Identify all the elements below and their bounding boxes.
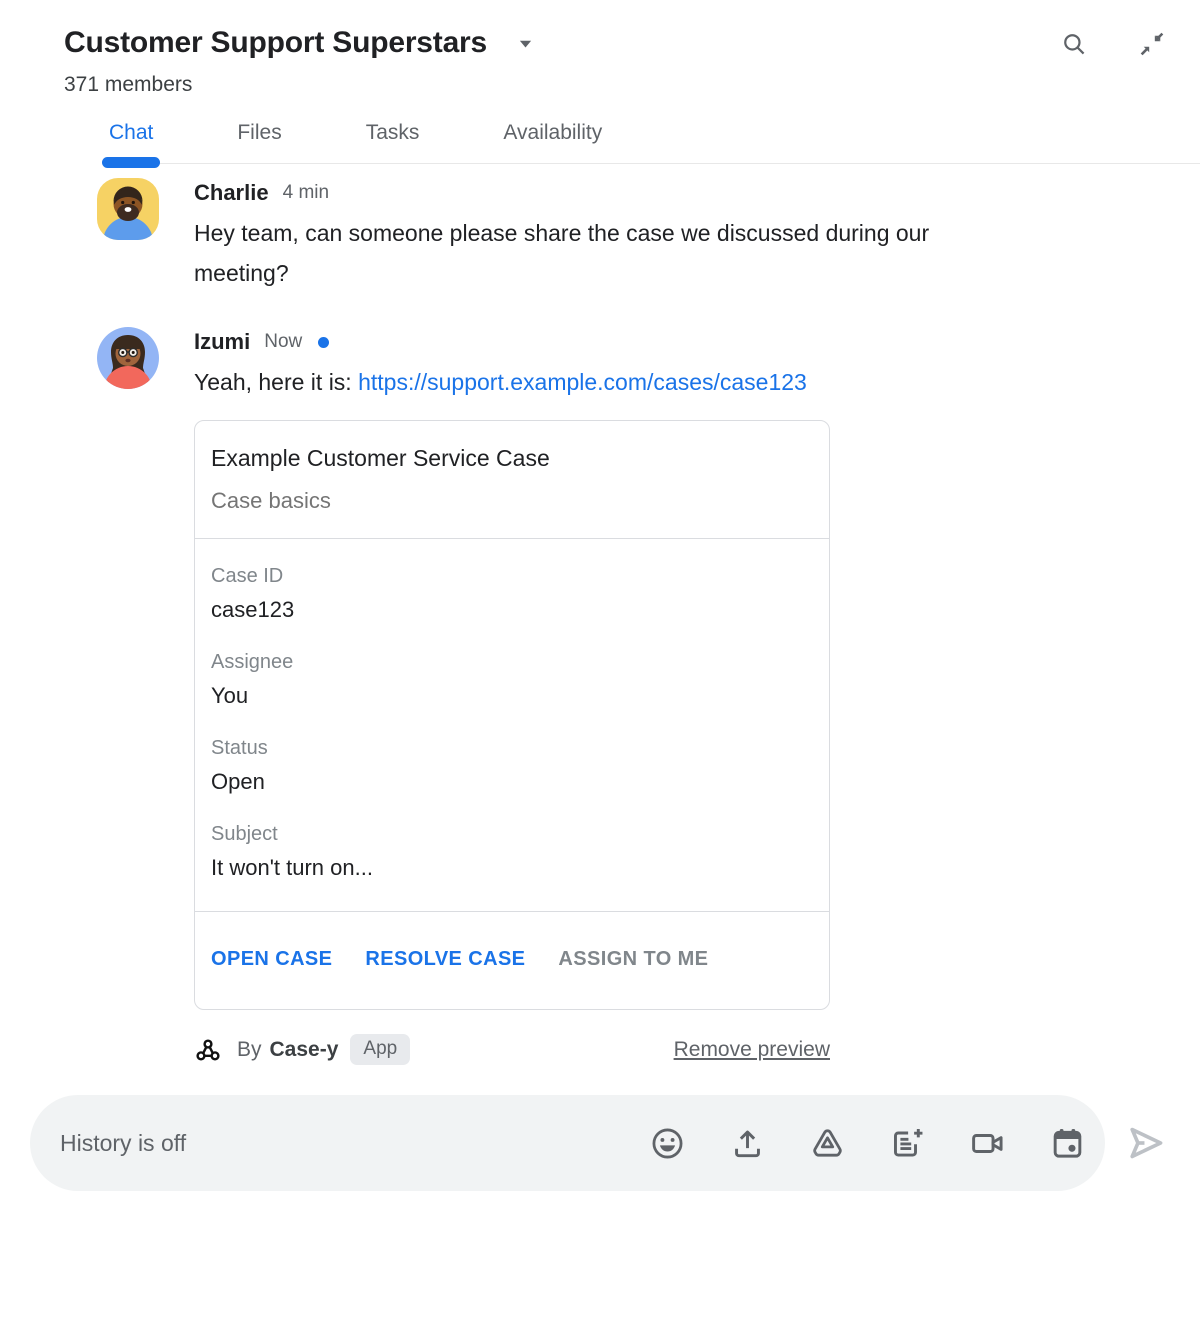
tab-files-label: Files xyxy=(237,121,282,144)
add-note-icon xyxy=(889,1125,926,1162)
message-timestamp: Now xyxy=(264,331,303,352)
field-value: case123 xyxy=(211,597,295,622)
drive-button[interactable] xyxy=(805,1121,849,1165)
case-preview-card xyxy=(194,420,830,1010)
message-text-line: meeting? xyxy=(194,260,289,286)
collapse-icon xyxy=(1138,30,1166,58)
calendar-button[interactable] xyxy=(1045,1121,1089,1165)
field-label: Assignee xyxy=(211,651,294,673)
avatar-charlie[interactable] xyxy=(97,178,159,240)
case-link[interactable]: https://support.example.com/cases/case123 xyxy=(358,369,807,395)
message-text-line: Hey team, can someone please share the case we discussed during our xyxy=(194,220,930,246)
by-label: By xyxy=(237,1037,262,1061)
collapse-button[interactable] xyxy=(1138,30,1166,58)
field-assignee xyxy=(211,651,813,709)
search-button[interactable] xyxy=(1060,30,1088,58)
send-button[interactable] xyxy=(1123,1120,1169,1166)
field-value: You xyxy=(211,683,249,708)
sender-name: Izumi xyxy=(194,329,251,354)
add-note-button[interactable] xyxy=(885,1121,929,1165)
search-icon xyxy=(1060,30,1088,58)
webhook-icon-wrap xyxy=(194,1036,222,1064)
space-menu-button[interactable] xyxy=(513,31,538,56)
field-status xyxy=(211,737,813,795)
tab-bar xyxy=(107,117,1200,164)
emoji-icon xyxy=(649,1125,686,1162)
remove-preview-link[interactable]: Remove preview xyxy=(673,1037,830,1061)
field-value: Open xyxy=(211,769,265,794)
emoji-button[interactable] xyxy=(645,1121,689,1165)
space-header xyxy=(0,0,1200,164)
tab-tasks[interactable] xyxy=(364,117,422,163)
card-title: Example Customer Service Case xyxy=(211,445,550,471)
card-actions xyxy=(195,912,829,1009)
tab-tasks-label: Tasks xyxy=(365,121,420,144)
field-subject xyxy=(211,823,813,881)
message-body xyxy=(194,178,1136,293)
webhook-icon xyxy=(194,1036,222,1064)
message-text xyxy=(194,362,1136,402)
unread-dot xyxy=(318,337,329,348)
resolve-case-button[interactable]: RESOLVE CASE xyxy=(365,948,526,970)
tab-availability[interactable] xyxy=(501,117,604,163)
send-icon xyxy=(1123,1120,1169,1166)
message-charlie xyxy=(97,178,1136,293)
field-label: Subject xyxy=(211,823,278,845)
field-value: It won't turn on... xyxy=(211,855,373,880)
message-izumi xyxy=(97,327,1136,1065)
tab-chat-label: Chat xyxy=(109,121,154,144)
message-text xyxy=(194,213,1136,293)
chevron-down-icon xyxy=(513,31,538,56)
tab-files[interactable] xyxy=(235,117,283,163)
app-badge: App xyxy=(350,1034,410,1065)
card-header xyxy=(195,421,829,538)
member-count[interactable]: 371 members xyxy=(64,73,193,96)
input-placeholder: History is off xyxy=(60,1129,187,1156)
drive-icon xyxy=(809,1125,846,1162)
message-input[interactable] xyxy=(30,1095,1105,1191)
message-text-prefix: Yeah, here it is: xyxy=(194,369,359,395)
assign-to-me-button[interactable]: ASSIGN TO ME xyxy=(558,948,709,970)
avatar-izumi[interactable] xyxy=(97,327,159,389)
app-name: Case-y xyxy=(269,1037,339,1061)
card-fields xyxy=(195,539,829,911)
space-title-group[interactable] xyxy=(64,22,538,64)
card-subtitle: Case basics xyxy=(211,488,331,513)
card-footer xyxy=(194,1034,830,1065)
message-meta xyxy=(194,327,1136,355)
field-label: Status xyxy=(211,737,268,759)
upload-icon xyxy=(729,1125,766,1162)
calendar-icon xyxy=(1049,1125,1086,1162)
video-call-button[interactable] xyxy=(965,1121,1009,1165)
message-list xyxy=(0,164,1200,1065)
upload-button[interactable] xyxy=(725,1121,769,1165)
message-body xyxy=(194,327,1136,1065)
header-row xyxy=(64,22,1172,64)
field-case-id xyxy=(211,565,813,623)
header-actions xyxy=(1060,30,1166,58)
tab-availability-label: Availability xyxy=(503,121,603,144)
sender-name: Charlie xyxy=(194,180,269,205)
open-case-button[interactable]: OPEN CASE xyxy=(211,948,333,970)
video-camera-icon xyxy=(969,1125,1006,1162)
message-timestamp: 4 min xyxy=(282,182,330,203)
composer-icons xyxy=(645,1121,1089,1165)
composer xyxy=(0,1095,1200,1191)
field-label: Case ID xyxy=(211,565,284,587)
tab-chat[interactable] xyxy=(107,117,155,163)
message-meta xyxy=(194,178,1136,206)
space-title: Customer Support Superstars xyxy=(64,26,488,59)
